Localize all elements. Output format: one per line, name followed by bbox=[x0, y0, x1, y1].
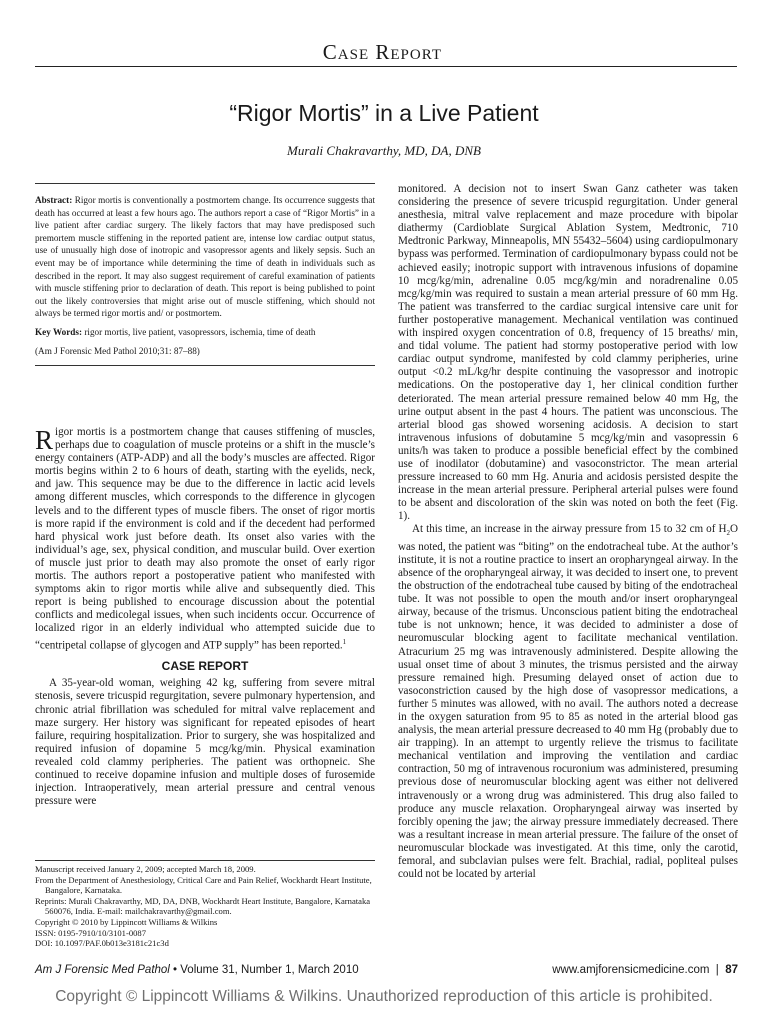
article-title: “Rigor Mortis” in a Live Patient bbox=[229, 100, 539, 126]
footnote-received: Manuscript received January 2, 2009; accepted March 18, 2009. bbox=[35, 864, 256, 874]
right-column bbox=[398, 183, 738, 881]
footer-journal-name: Am J Forensic Med Pathol bbox=[35, 964, 170, 976]
footnote-rule bbox=[35, 860, 375, 861]
right-paragraph-2-rest: O was noted, the patient was “biting” on the endotracheal tube. At the author’s institute, it is not a routine practice to insert an oropharyngeal airway. In the absence of the oropharyngeal airway, it was decided to insert one, to prevent the obstruction of the endotracheal tube caused by biting of the endotracheal tube. It was not possible to open the mouth and/or insert oropharyngeal airway, because of the trismus. Unconscious patient biting the endotracheal tube is not unknown; hence, it was decided to administer a dose of neuromuscular blocking agent to facilitate mechanical ventilation. Atracurium 25 mg was intravenously administered. Despite allowing the usual onset time of about 3 minutes, the trismus persisted and the airway pressure remained high. Presuming delayed onset of action due to vasoconstriction caused by the high dose of vasopressor medications, a further 5 minutes was allowed, with no avail. The authors noted a decrease in the oxygen saturation from 95 to 85 as noted in the arterial blood gas analysis, the mean arterial pressure decreased to 40 mm Hg (probably due to air trapping). In an attempt to urgently relieve the trismus to facilitate mechanical ventilation and improving the ventilation and cardiac contraction, 50 mg of intravenous rocuronium was administered, presuming previous dose of neuromuscular blocking agent was either not delivered intravenously or a wrong drug was administered. This drug also failed to produce any muscle relaxation. Oropharyngeal airway was inserted by forcibly opening the jaw; the airway pressure immediately decreased. There was a resultant increase in mean arterial pressure. The failure of the onset of neuromuscular blockade was investigated. At this time, only the carotid, femoral, and subclavian pulses were felt. Brachial, radial, popliteal pulses could not be located by arterial bbox=[398, 523, 738, 881]
footnotes bbox=[35, 864, 380, 949]
citation: (Am J Forensic Med Pathol 2010;31: 87–88) bbox=[35, 345, 200, 356]
footnote-doi: DOI: 10.1097/PAF.0b013e3181c21c3d bbox=[35, 938, 169, 949]
drop-cap: R bbox=[35, 425, 54, 455]
keywords bbox=[35, 326, 375, 339]
case-paragraph-1: A 35-year-old woman, weighing 42 kg, suffering from severe mitral stenosis, severe tricuspid regurgitation, severe pulmonary hypertension, and chronic atrial fibrillation was scheduled for mitral valve replacement and maze surgery. Her history was significant for repeated episodes of heart failure, requiring hospitalization. Prior to surgery, she was hospitalized and required infusion of dopamine 5 mcg/kg/min. Physical examination revealed cold clammy peripheries. The patient was orthopneic. She continued to receive dopamine infusion and multiple doses of furosemide injection. Intraoperatively, mean arterial pressure and central venous pressure were bbox=[35, 677, 375, 808]
right-paragraph-2 bbox=[398, 523, 738, 881]
copyright-watermark: Copyright © Lippincott Williams & Wilkins. Unauthorized reproduction of this article is prohibited. bbox=[55, 988, 713, 1005]
footer-issue: • Volume 31, Number 1, March 2010 bbox=[169, 964, 359, 976]
subscript-2: 2 bbox=[726, 529, 730, 538]
keywords-label: Key Words: bbox=[35, 326, 83, 337]
case-report-heading: CASE REPORT bbox=[161, 659, 249, 674]
right-paragraph-1: monitored. A decision not to insert Swan Ganz catheter was taken considering the presence of severe tricuspid regurgitation. Under general anesthesia, mitral valve replacement and maze procedure with bipolar diathermy (Cardioblate Surgical Ablation System, Medtronic, 710 Medtronic Parkway, Minneapolis, MN 55432–5604) using cardiopulmonary bypass was performed. Termination of cardiopulmonary bypass could not be achieved easily; inotropic support with intravenous infusions of dopamine 10 mcg/kg/min, adrenaline 0.05 mcg/kg/min and noradrenaline 0.05 mcg/kg/min was required to sustain a mean arterial pressure of 60 mm Hg. The patient was transferred to the cardiac surgical intensive care unit for further postoperative management. Mechanical ventilation was continued with inspired oxygen concentration of 0.8, frequency of 15 breaths/ min, and tidal volume. The patient had stormy postoperative period with low cardiac output syndrome, manifested by cold clammy peripheries, urine output <0.2 mL/kg/hr despite continuing the vasopressor and inotropic medications. On the postoperative day 1, her clinical condition further deteriorated. The mean arterial pressure remained below 40 mm Hg, the urine output absent in the past 4 hours. The patient was unconscious. The arterial blood gas showed worsening acidosis. A decision to start intravenous infusions of dobutamine 5 mcg/kg/min and vasopressin 6 units/h was taken to produce a possible beneficial effect by the combined use of inodilator (dobutamine) and vasoconstrictor. The mean arterial pressure increased to 60 mm Hg. Anuria and acidosis persisted despite the increase in the mean arterial pressure. Peripheral arterial pulses were found to be absent and discoloration of the skin was noted on both the feet (Fig. 1). bbox=[398, 183, 738, 523]
abstract-box bbox=[35, 183, 375, 366]
abstract-text: Rigor mortis is conventionally a postmortem change. Its occurrence suggests that death has occurred at least a few hours ago. The authors report a case of “Rigor Mortis” in a live patient after cardiac surgery. The likely factors that may have predisposed such premortem muscle stiffening in the reported patient are, intense low cardiac output status, use of unusually high dose of inotropic and vasopressor agents and likely sepsis. Such an event may be of importance while determining the time of death in individuals such as described in the report. It may also suggest requirement of careful examination of patients with muscle stiffening prior to declaration of death. This report is being published to point out the likely controversies that might arise out of muscle stiffening, which should not always be termed rigor mortis and/ or postmortem. bbox=[35, 195, 376, 319]
article-author: Murali Chakravarthy, MD, DA, DNB bbox=[287, 143, 481, 158]
footnote-reprints: Reprints: Murali Chakravarthy, MD, DA, DNB, Wockhardt Heart Institute, Bangalore, Karnataka 560076, India. E-mail: mailchakravarthy@gmail.com. bbox=[35, 895, 371, 917]
page-number: 87 bbox=[725, 964, 738, 976]
footnote-copyright: Copyright © 2010 by Lippincott Williams & Wilkins bbox=[35, 916, 218, 927]
right-paragraph-2-start: At this time, an increase in the airway pressure from 15 to 32 cm of H bbox=[412, 523, 727, 536]
footer-website[interactable]: www.amjforensicmedicine.com bbox=[552, 964, 710, 976]
abstract bbox=[35, 194, 375, 320]
header-rule bbox=[35, 66, 737, 67]
intro-text: igor mortis is a postmortem change that causes stiffening of muscles, perhaps due to coagulation of muscle proteins or a shift in the muscle’s energy containers (ATP-ADP) and all the body’s muscles are affected. Rigor mortis begins within 2 to 6 hours of death, starting with the eyelids, neck, and jaw. This sequence may be due to the difference in lactic acid levels among different muscles, which corresponds to the difference in glycogen levels and to the different types of muscle fibers. The onset of rigor mortis is more rapid if the environment is cold and if the decedent had performed hard physical work just before death. Its onset also varies with the individual’s age, sex, physical condition, and muscular build. Over exertion of muscle just prior to death may also promote the onset of early rigor mortis. The authors report a postoperative patient who manifested with symptoms akin to rigor mortis while alive and subsequently died. This report is being published to encourage discussion about the potential conflicts and medicolegal issues, when such incidents occur. Occurrence of localized rigor in an elderly individual who attempted suicide due to “centripetal collapse of glycogen and ATP supply” has been reported. bbox=[35, 426, 375, 652]
abstract-label: Abstract: bbox=[35, 195, 73, 205]
footer-journal bbox=[35, 964, 359, 976]
footer-right: www.amjforensicmedicine.com | 87 bbox=[552, 964, 738, 976]
footnote-affiliation: From the Department of Anesthesiology, Critical Care and Pain Relief, Wockhardt Heart Institute, Bangalore, Karnataka. bbox=[35, 874, 372, 896]
intro-paragraph bbox=[35, 426, 375, 652]
left-column bbox=[35, 426, 375, 808]
intro-reference: 1 bbox=[342, 637, 347, 646]
section-label: Case Report bbox=[322, 40, 442, 64]
footnote-issn: ISSN: 0195-7910/10/3101-0087 bbox=[35, 927, 147, 938]
keywords-text: rigor mortis, live patient, vasopressors, ischemia, time of death bbox=[84, 326, 316, 337]
